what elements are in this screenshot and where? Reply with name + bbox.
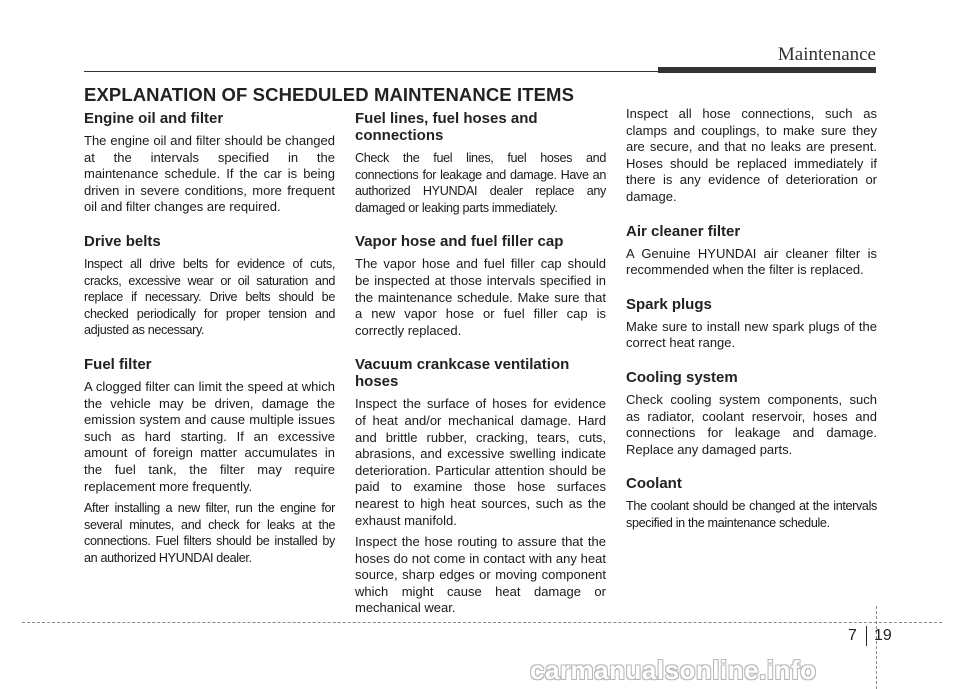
header-rule-bar xyxy=(658,67,876,73)
engine-oil-text: The engine oil and filter should be changed at the intervals specified in the maintenance schedule. If the car is being driven in severe conditions, more frequent oil and filter changes are required. xyxy=(84,133,335,215)
fuel-lines-text: Check the fuel lines, fuel hoses and connections for leakage and damage. Have an authorized HYUNDAI dealer replace any damaged or leaking parts immediately. xyxy=(355,151,606,215)
page-separator xyxy=(866,626,867,646)
vacuum-hoses-heading: Vacuum crankcase ventilation hoses xyxy=(355,356,570,391)
watermark: carmanualsonline.info xyxy=(530,655,817,685)
air-cleaner-text: A Genuine HYUNDAI air cleaner filter is recommended when the filter is replaced. xyxy=(626,245,877,278)
spark-plugs-text: Make sure to install new spark plugs of the correct heat range. xyxy=(626,318,877,351)
fuel-filter-heading: Fuel filter xyxy=(84,355,152,373)
spark-plugs-heading: Spark plugs xyxy=(626,295,712,313)
air-cleaner-heading: Air cleaner filter xyxy=(626,222,741,240)
page-number: 19 xyxy=(874,627,892,644)
drive-belts-heading: Drive belts xyxy=(84,232,161,250)
vapor-hose-heading: Vapor hose and fuel filler cap xyxy=(355,233,564,251)
footer-vertical-rule xyxy=(876,606,877,689)
drive-belts-text: Inspect all drive belts for evidence of cuts, cracks, excessive wear or oil saturation and replace if necessary. Drive belts should be checked periodically for proper tension and adjusted as necessary. xyxy=(84,256,335,338)
cooling-system-text: Check cooling system components, such as radiator, coolant reservoir, hoses and connections for leakage and damage. Replace any damaged parts. xyxy=(626,391,877,457)
column-2 xyxy=(355,110,606,634)
fuel-lines-heading: Fuel lines, fuel hoses and connections xyxy=(355,110,538,144)
engine-oil-heading: Engine oil and filter xyxy=(84,110,224,127)
section-title: EXPLANATION OF SCHEDULED MAINTENANCE ITEMS xyxy=(84,84,575,105)
vacuum-hoses-text-2: Inspect the hose routing to assure that the hoses do not come in contact with any heat source, sharp edges or moving component which might cause heat damage or mechanical wear. xyxy=(355,534,606,616)
footer-rule xyxy=(22,622,942,623)
column-1 xyxy=(84,110,335,583)
header-title: Maintenance xyxy=(777,44,876,65)
cooling-system-heading: Cooling system xyxy=(626,368,738,386)
vapor-hose-text: The vapor hose and fuel filler cap should be inspected at those intervals specified in the maintenance schedule. Make sure that a new vapor hose or fuel filler cap is correctly replaced. xyxy=(355,256,606,338)
fuel-filter-text-2: After installing a new filter, run the engine for several minutes, and check for leaks at the connections. Fuel filters should be installed by an authorized HYUNDAI dealer. xyxy=(84,501,335,565)
coolant-text: The coolant should be changed at the intervals specified in the maintenance schedule. xyxy=(626,499,877,530)
coolant-heading: Coolant xyxy=(626,475,682,493)
hose-connections-text: Inspect all hose connections, such as clamps and couplings, to make sure they are secure, and that no leaks are present. Hoses should be replaced immediately if there is any evidence of deterioration or damage. xyxy=(626,106,877,204)
vacuum-hoses-text-1: Inspect the surface of hoses for evidence of heat and/or mechanical damage. Hard and brittle rubber, cracking, tears, cuts, abrasions, and excessive swelling indicate deterioration. Particular attention should be paid to examine those hose surfaces nearest to high heat sources, such as the exhaust manifold. xyxy=(355,396,606,528)
column-3 xyxy=(626,106,877,549)
fuel-filter-text-1: A clogged filter can limit the speed at which the vehicle may be driven, damage the emission system and cause multiple issues such as hard starting. If an excessive amount of foreign matter accumulates in the fuel tank, the filter may require replacement more frequently. xyxy=(84,378,335,494)
page-chapter: 7 xyxy=(848,627,857,644)
